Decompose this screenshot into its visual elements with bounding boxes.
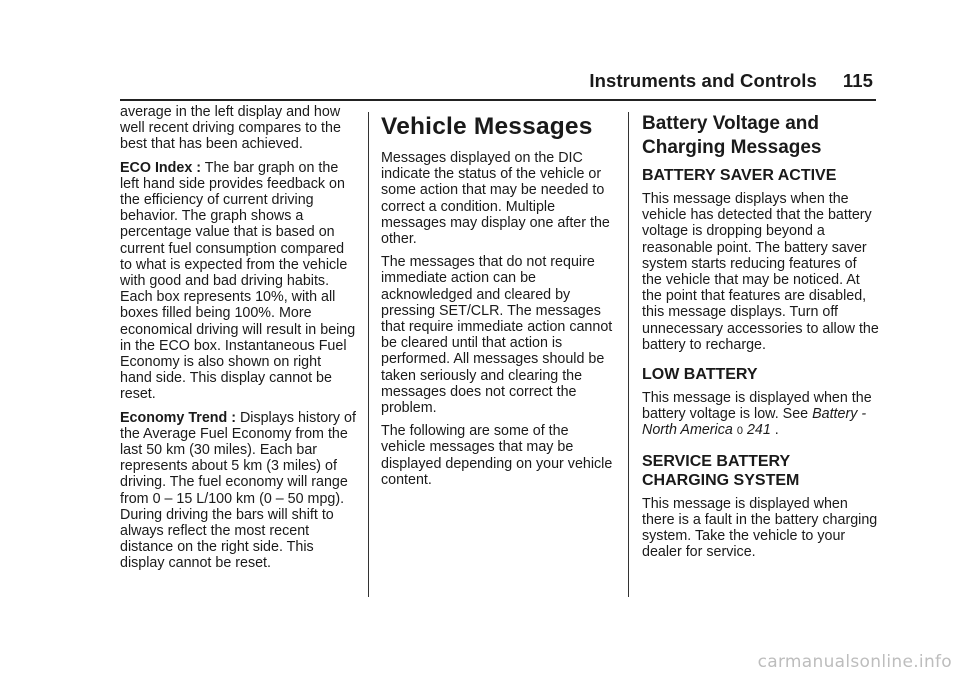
vehicle-messages-paragraph-1: Messages displayed on the DIC indicate the status of the vehicle or some action that may be needed to correct a condition. Multiple messages may display one after the other. xyxy=(381,150,610,248)
column-2 xyxy=(381,104,617,495)
vehicle-messages-paragraph-3: The following are some of the vehicle messages that may be displayed depending on your vehicle content. xyxy=(381,423,613,488)
battery-page-ref[interactable]: 241 xyxy=(746,422,771,439)
column-divider-1 xyxy=(368,112,369,597)
battery-saver-heading: BATTERY SAVER ACTIVE xyxy=(642,167,837,184)
header-rule xyxy=(120,99,876,101)
eco-index-text: The bar graph on the left hand side provides feedback on the efficiency of current driving behavior. The graph shows a percentage value that is based on current fuel consumption compared to what is expected from the vehicle with good and bad driving habits. Each box represents 10%, with all boxes filled being 100%. More economical driving will result in being in the ECO box. Instantaneous Fuel Economy is also shown on right hand side. This display cannot be reset. xyxy=(120,159,356,403)
watermark: carmanualsonline.info xyxy=(757,652,952,672)
paragraph-continued: average in the left display and how well recent driving compares to the best that has been achieved. xyxy=(120,104,341,153)
low-battery-heading: LOW BATTERY xyxy=(642,366,758,384)
vehicle-messages-paragraph-2: The messages that do not require immediate action can be acknowledged and cleared by pressing SET/CLR. The messages that require immediate action cannot be cleared until that action is performed. All messages should be taken seriously and clearing the messages does not correct the problem. xyxy=(381,254,613,417)
column-divider-2 xyxy=(628,112,629,597)
low-battery-paragraph xyxy=(642,390,880,440)
service-battery-text: This message is displayed when there is a fault in the battery charging system. Take the vehicle to your dealer for service. xyxy=(642,495,878,561)
eco-index-paragraph xyxy=(120,160,356,403)
column-3 xyxy=(642,104,880,567)
economy-trend-term: Economy Trend : xyxy=(120,409,236,426)
vehicle-messages-heading: Vehicle Messages xyxy=(381,113,593,140)
column-1 xyxy=(120,104,356,579)
battery-link[interactable]: Battery - North America xyxy=(642,406,867,439)
battery-saver-text: This message displays when the vehicle has detected that the battery voltage is dropping beyond a reasonable point. The battery saver system starts reducing features of the vehicle that may be noticed. At the point that features are disabled, this message displays. Turn off unnecessary accessories to allow the battery to recharge. xyxy=(642,191,879,353)
running-header xyxy=(0,70,873,92)
battery-voltage-heading: Battery Voltage and Charging Messages xyxy=(642,113,822,158)
economy-trend-text: Displays history of the Average Fuel Economy from the last 50 km (30 miles). Each bar represents about 5 km (3 miles) of driving. The fuel economy will range from 0 – 15 L/100 km (0 – 50 mpg). During driving the bars will shift to always reflect the most recent distance on the right side. This display cannot be reset. xyxy=(120,409,356,572)
section-title: Instruments and Controls xyxy=(589,70,817,91)
low-battery-text: This message is displayed when the battery voltage is low. See xyxy=(642,390,872,423)
service-battery-heading: SERVICE BATTERY CHARGING SYSTEM xyxy=(642,452,800,489)
eco-index-term: ECO Index : xyxy=(120,159,202,176)
low-battery-end: . xyxy=(770,422,779,439)
economy-trend-paragraph xyxy=(120,410,356,572)
page-ref-arrow-icon: 0 xyxy=(736,425,743,438)
page-number: 115 xyxy=(842,70,873,91)
